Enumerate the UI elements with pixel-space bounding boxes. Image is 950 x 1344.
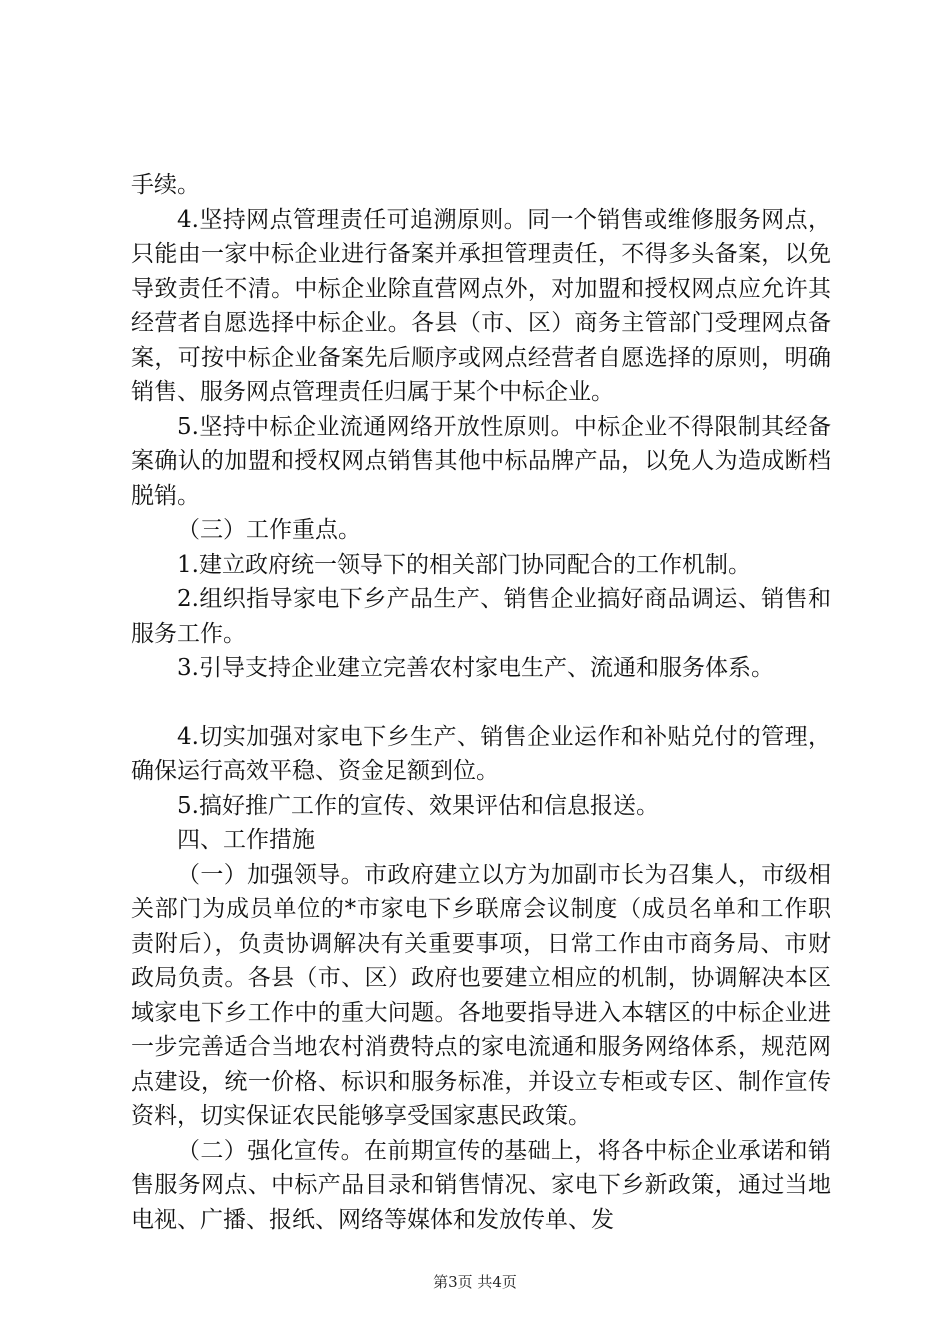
section-heading-work-focus: （三）工作重点。 bbox=[177, 517, 361, 543]
paragraph-continuation: 手续。 bbox=[131, 172, 200, 198]
document-body bbox=[131, 168, 831, 1237]
paragraph-principle-5: 5.坚持中标企业流通网络开放性原则。中标企业不得限制其经备案确认的加盟和授权网点销售其他中标品牌产品，以免人为造成断档脱销。 bbox=[131, 413, 831, 509]
page-footer bbox=[0, 1272, 950, 1292]
paragraph-focus-3: 3.引导支持企业建立完善农村家电生产、流通和服务体系。 bbox=[177, 655, 774, 681]
section-heading-work-measures: 四、工作措施 bbox=[177, 827, 315, 853]
paragraph-principle-4: 4.坚持网点管理责任可追溯原则。同一个销售或维修服务网点，只能由一家中标企业进行备案并承担管理责任，不得多头备案，以免导致责任不清。中标企业除直营网点外，对加盟和授权网点应允许其经营者自愿选择中标企业。各县（市、区）商务主管部门受理网点备案，可按中标企业备案先后顺序或网点经营者自愿选择的原则，明确销售、服务网点管理责任归属于某个中标企业。 bbox=[131, 206, 831, 405]
paragraph-focus-4: 4.切实加强对家电下乡生产、销售企业运作和补贴兑付的管理，确保运行高效平稳、资金足额到位。 bbox=[131, 723, 831, 784]
paragraph-measure-1: （一）加强领导。市政府建立以方为加副市长为召集人，市级相关部门为成员单位的*市家电下乡联席会议制度（成员名单和工作职责附后），负责协调解决有关重要事项，日常工作由市商务局、市财政局负责。各县（市、区）政府也要建立相应的机制，协调解决本区域家电下乡工作中的重大问题。各地要指导进入本辖区的中标企业进一步完善适合当地农村消费特点的家电流通和服务网络体系，规范网点建设，统一价格、标识和服务标准，并设立专柜或专区、制作宣传资料，切实保证农民能够享受国家惠民政策。 bbox=[131, 861, 831, 1129]
page-number-label: 第3页 共4页 bbox=[433, 1273, 517, 1291]
paragraph-focus-2: 2.组织指导家电下乡产品生产、销售企业搞好商品调运、销售和服务工作。 bbox=[131, 586, 831, 647]
paragraph-focus-1: 1.建立政府统一领导下的相关部门协同配合的工作机制。 bbox=[177, 551, 751, 578]
paragraph-focus-5: 5.搞好推广工作的宣传、效果评估和信息报送。 bbox=[177, 792, 659, 819]
paragraph-measure-2: （二）强化宣传。在前期宣传的基础上，将各中标企业承诺和销售服务网点、中标产品目录和销售情况、家电下乡新政策，通过当地电视、广播、报纸、网络等媒体和发放传单、发 bbox=[131, 1137, 831, 1233]
